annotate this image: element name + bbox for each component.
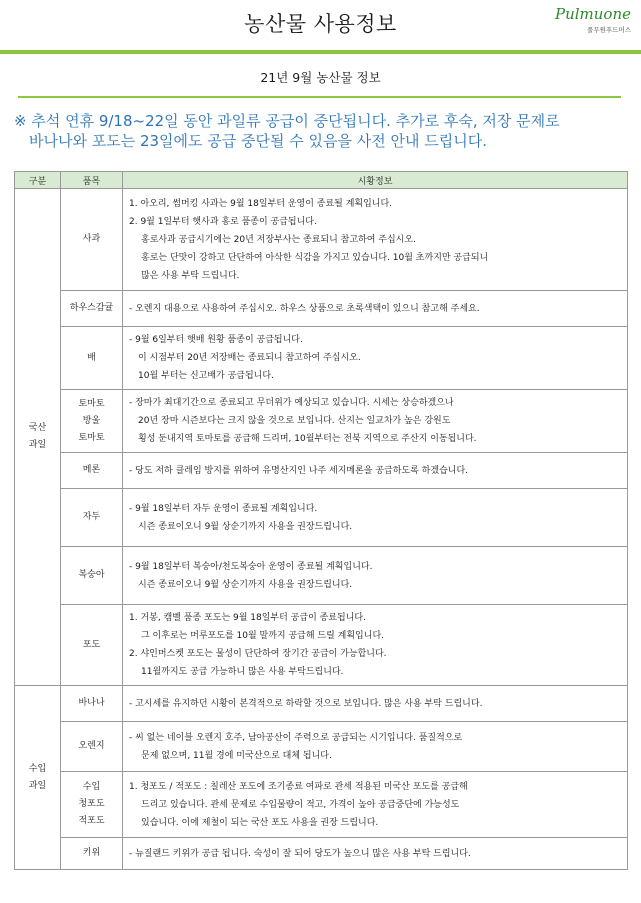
info-line: 시즌 종료이오니 9월 상순기까지 사용을 권장드립니다.	[138, 521, 353, 532]
info-line: 20년 장마 시즌보다는 크지 않을 것으로 보입니다. 산지는 일교차가 높은 강원도	[138, 416, 451, 426]
info-line: 홍로사과 공급시기에는 20년 저장부사는 종료되니 참고하여 주십시오.	[141, 234, 416, 245]
market-info	[123, 686, 628, 722]
info-line: 많은 사용 부탁 드립니다.	[141, 270, 240, 281]
info-line: - 장마가 최대기간으로 종료되고 무더위가 예상되고 있습니다. 시세는 상승하겠으나	[129, 398, 454, 408]
info-line: 1. 거봉, 캠벨 품종 포도는 9월 18일부터 공급이 종료됩니다.	[129, 613, 366, 623]
info-line: - 씨 없는 네이블 오렌지 호주, 남아공산이 주력으로 공급되는 시기입니다. 품질적으로	[129, 732, 463, 743]
table-header-row	[15, 172, 628, 189]
market-info	[123, 722, 628, 772]
info-line: - 9월 18일부터 자두 운영이 종료될 계획입니다.	[129, 503, 318, 514]
info-line: - 당도 저하 클레임 방지를 위하여 유명산지인 나주 세지메론을 공급하도록 하겠습니다.	[129, 465, 469, 476]
item-name: 수입 청포도 적포도	[61, 772, 123, 838]
page-title: 농산물 사용정보	[244, 12, 397, 36]
table-row	[15, 291, 628, 327]
market-info-table	[14, 171, 628, 870]
item-name: 포도	[61, 605, 123, 686]
info-line: 횡성 둔내지역 토마토를 공급해 드리며, 10월부터는 전북 지역으로 주산지 이동됩니다.	[138, 434, 477, 444]
header-info: 시황정보	[123, 172, 628, 189]
table-row	[15, 390, 628, 453]
info-line: - 고시세를 유지하던 시황이 본격적으로 하락할 것으로 보입니다. 많은 사용 부탁 드립니다.	[129, 698, 483, 709]
market-info	[123, 390, 628, 453]
table-row	[15, 686, 628, 722]
brand-logo	[555, 6, 631, 34]
header	[0, 0, 641, 50]
table-row	[15, 327, 628, 390]
market-info	[123, 291, 628, 327]
notice-line-1: ※ 추석 연휴 9/18~22일 동안 과일류 공급이 중단됩니다. 추가로 후숙, 저장 문제로	[14, 112, 560, 130]
info-line: - 뉴질랜드 키위가 공급 됩니다. 숙성이 잘 되어 당도가 높으니 많은 사용 부탁 드립니다.	[129, 848, 471, 859]
subtitle: 21년 9월 농산물 정보	[260, 70, 381, 85]
info-line: 있습니다. 이에 제철이 되는 국산 포도 사용을 권장 드립니다.	[141, 817, 379, 828]
info-line: 1. 청포도 / 적포도 : 칠레산 포도에 조기종료 여파로 관세 적용된 미국산 포도를 공급해	[129, 781, 468, 792]
info-line: 1. 아오리, 썸머킹 사과는 9월 18일부터 운영이 종료될 계획입니다.	[129, 198, 393, 209]
logo-subtext: 풀무원푸드머스	[587, 26, 631, 34]
imported-category-label: 수입 과일	[15, 686, 61, 870]
item-name: 키위	[61, 838, 123, 870]
info-line: 드리고 있습니다. 관세 문제로 수입물량이 적고, 가격이 높아 공급중단에 가능성도	[141, 799, 460, 810]
item-name: 하우스감귤	[61, 291, 123, 327]
table-row	[15, 489, 628, 547]
item-name: 메론	[61, 453, 123, 489]
info-line: 문제 없으며, 11월 경에 미국산으로 대체 됩니다.	[141, 750, 332, 761]
item-name: 배	[61, 327, 123, 390]
market-info	[123, 605, 628, 686]
notice	[14, 111, 636, 151]
info-line: 2. 샤인머스켓 포도는 물성이 단단하여 장기간 공급이 가능합니다.	[129, 649, 387, 659]
market-info	[123, 547, 628, 605]
info-line: - 9월 18일부터 복숭아/천도복숭아 운영이 종료될 계획입니다.	[129, 561, 373, 572]
header-item: 품목	[61, 172, 123, 189]
info-line: 11월까지도 공급 가능하니 많은 사용 부탁드립니다.	[141, 667, 344, 677]
market-info	[123, 489, 628, 547]
info-line: 이 시점부터 20년 저장배는 종료되니 참고하여 주십시오.	[138, 353, 361, 363]
table-row	[15, 189, 628, 291]
table-row	[15, 547, 628, 605]
info-line: 홍로는 단맛이 강하고 단단하여 아삭한 식감을 가지고 있습니다. 10월 초까지만 공급되니	[141, 252, 489, 263]
market-info	[123, 453, 628, 489]
info-line: 그 이후로는 머루포도를 10월 말까지 공급해 드릴 계획입니다.	[141, 631, 384, 641]
table-row	[15, 605, 628, 686]
info-line: 시즌 종료이오니 9월 상순기까지 사용을 권장드립니다.	[138, 579, 353, 590]
item-name: 복숭아	[61, 547, 123, 605]
market-info	[123, 189, 628, 291]
item-name: 사과	[61, 189, 123, 291]
table-row	[15, 453, 628, 489]
info-line: - 오렌지 대용으로 사용하여 주십시오. 하우스 상품으로 초록색택이 있으니 참고해 주세요.	[129, 303, 480, 314]
header-category: 구분	[15, 172, 61, 189]
domestic-category-label: 국산 과일	[15, 189, 61, 686]
item-name: 토마토 방울 토마토	[61, 390, 123, 453]
notice-line-2: 바나나와 포도는 23일에도 공급 중단될 수 있음을 사전 안내 드립니다.	[29, 132, 488, 150]
market-info	[123, 327, 628, 390]
header-divider	[0, 50, 641, 54]
market-info	[123, 772, 628, 838]
info-line: 10월 부터는 신고배가 공급됩니다.	[138, 371, 274, 381]
info-line: - 9월 6일부터 햇배 원황 품종이 공급됩니다.	[129, 335, 303, 345]
item-name: 바나나	[61, 686, 123, 722]
table-row	[15, 838, 628, 870]
subtitle-divider	[18, 96, 621, 98]
table-row	[15, 722, 628, 772]
logo-text: Pulmuone	[554, 5, 631, 23]
item-name: 오렌지	[61, 722, 123, 772]
info-line: 2. 9월 1일부터 햇사과 홍로 품종이 공급됩니다.	[129, 216, 317, 227]
table-row	[15, 772, 628, 838]
item-name: 자두	[61, 489, 123, 547]
market-info	[123, 838, 628, 870]
